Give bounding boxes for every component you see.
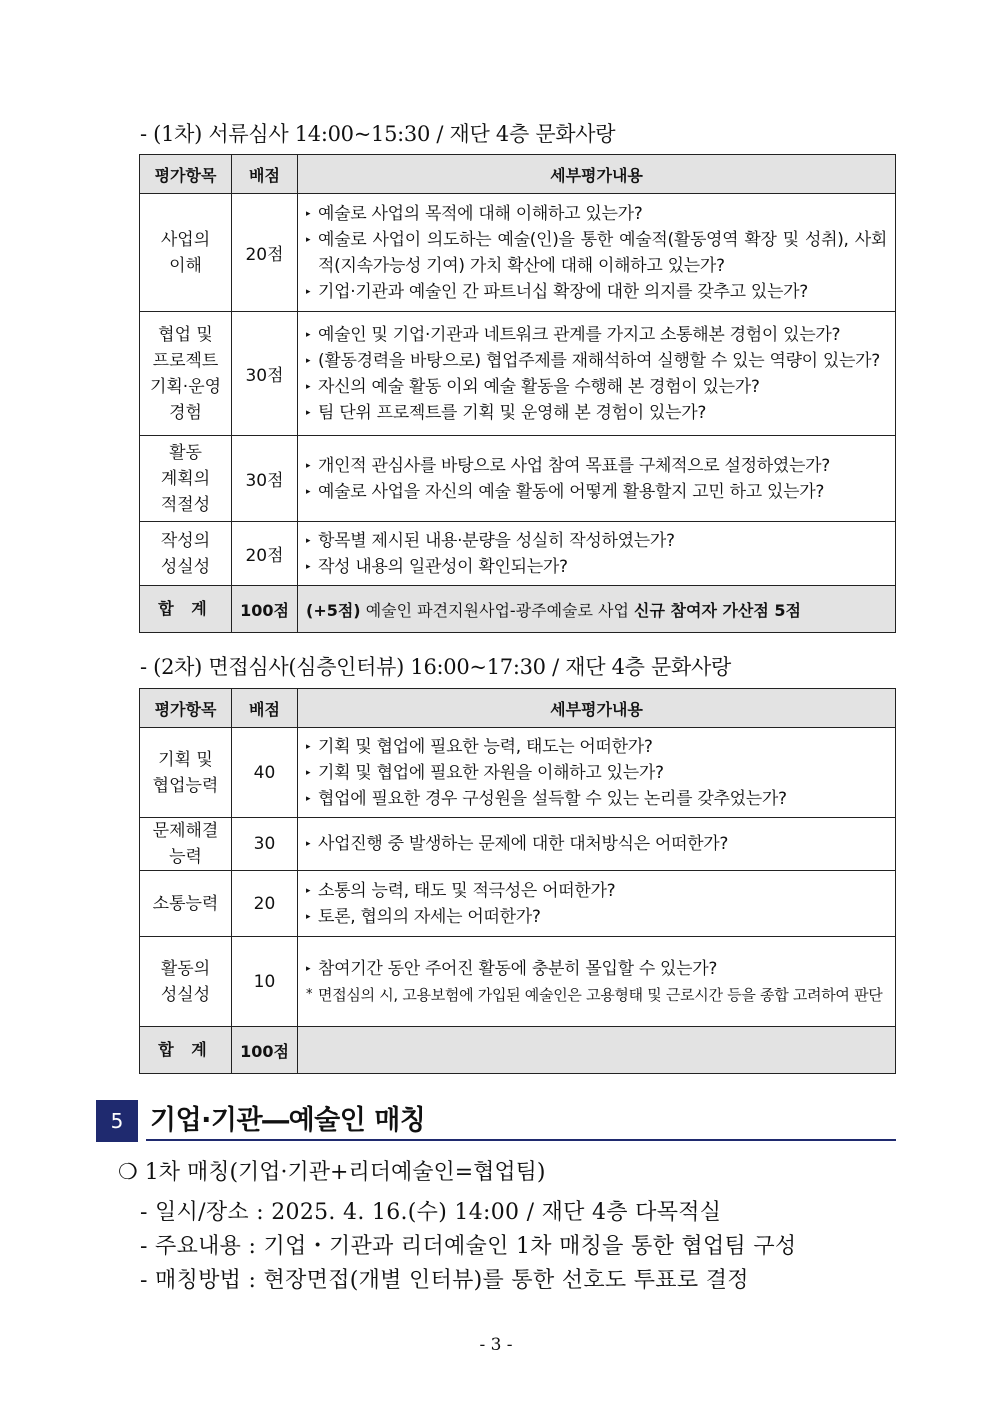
criterion bbox=[306, 374, 887, 400]
bonus-highlight: 신규 참여자 가산점 5점 bbox=[634, 600, 801, 620]
triangle-bullet-icon: ▸ bbox=[306, 486, 311, 497]
criterion-text: 토론, 협의의 자세는 어떠한가? bbox=[318, 906, 541, 927]
table-row bbox=[140, 436, 896, 522]
criterion bbox=[306, 322, 887, 348]
criterion bbox=[306, 279, 887, 305]
triangle-bullet-icon: ▸ bbox=[306, 381, 311, 392]
column-header: 평가항목 bbox=[140, 155, 232, 194]
table-header-row bbox=[140, 689, 896, 728]
bonus-points: (+5점) bbox=[306, 600, 361, 620]
evaluation-score: 10 bbox=[232, 937, 298, 1027]
table-row bbox=[140, 871, 896, 937]
criterion-text: 소통의 능력, 태도 및 적극성은 어떠한가? bbox=[318, 880, 616, 901]
round1-table bbox=[139, 154, 896, 633]
criterion-text: 참여기간 동안 주어진 활동에 충분히 몰입할 수 있는가? bbox=[318, 958, 718, 979]
total-score: 100점 bbox=[232, 586, 298, 633]
triangle-bullet-icon: ▸ bbox=[306, 355, 311, 366]
note-text: 면접심의 시, 고용보험에 가입된 예술인은 고용형태 및 근로시간 등을 종합 고려하여 판단 bbox=[318, 985, 883, 1004]
evaluation-detail bbox=[298, 871, 896, 937]
matching-line-content: - 주요내용 : 기업・기관과 리더예술인 1차 매칭을 통한 협업팀 구성 bbox=[140, 1234, 797, 1259]
evaluation-score: 20점 bbox=[232, 522, 298, 586]
table-row bbox=[140, 937, 896, 1027]
evaluation-detail bbox=[298, 436, 896, 522]
evaluation-detail bbox=[298, 194, 896, 312]
column-header: 배점 bbox=[232, 689, 298, 728]
criterion bbox=[306, 400, 887, 426]
total-row bbox=[140, 586, 896, 633]
evaluation-item: 활동의 성실성 bbox=[140, 937, 232, 1027]
column-header: 평가항목 bbox=[140, 689, 232, 728]
criterion bbox=[306, 453, 887, 479]
criterion bbox=[306, 786, 887, 812]
total-row bbox=[140, 1027, 896, 1074]
total-label: 합 계 bbox=[140, 586, 232, 633]
criterion bbox=[306, 227, 887, 279]
triangle-bullet-icon: ▸ bbox=[306, 286, 311, 297]
column-header: 세부평가내용 bbox=[298, 689, 896, 728]
criterion-text: 자신의 예술 활동 이외 예술 활동을 수행해 본 경험이 있는가? bbox=[318, 376, 760, 397]
total-score: 100점 bbox=[232, 1027, 298, 1074]
criterion-text: 기획 및 협업에 필요한 능력, 태도는 어떠한가? bbox=[318, 736, 653, 757]
criterion bbox=[306, 479, 887, 505]
triangle-bullet-icon: ▸ bbox=[306, 793, 311, 804]
section-number-badge: 5 bbox=[96, 1100, 138, 1142]
criterion bbox=[306, 904, 887, 930]
round2-table bbox=[139, 688, 896, 1074]
evaluation-item: 활동 계획의 적절성 bbox=[140, 436, 232, 522]
criterion bbox=[306, 201, 887, 227]
evaluation-item: 기획 및 협업능력 bbox=[140, 728, 232, 818]
triangle-bullet-icon: ▸ bbox=[306, 885, 311, 896]
matching-line-method: - 매칭방법 : 현장면접(개별 인터뷰)를 통한 선호도 투표로 결정 bbox=[140, 1268, 749, 1293]
criterion bbox=[306, 734, 887, 760]
criterion-text: 예술로 사업이 의도하는 예술(인)을 통한 예술적(활동영역 확장 및 성취), 사회적(지속가능성 기여) 가치 확산에 대해 이해하고 있는가? bbox=[318, 229, 887, 276]
evaluation-item: 사업의 이해 bbox=[140, 194, 232, 312]
evaluation-score: 30점 bbox=[232, 436, 298, 522]
triangle-bullet-icon: ▸ bbox=[306, 407, 311, 418]
matching-bullet: ❍ 1차 매칭(기업·기관+리더예술인=협업팀) bbox=[118, 1160, 546, 1185]
total-note bbox=[298, 586, 896, 633]
evaluation-item: 문제해결 능력 bbox=[140, 818, 232, 871]
criterion bbox=[306, 956, 887, 982]
triangle-bullet-icon: ▸ bbox=[306, 911, 311, 922]
asterisk-icon: * bbox=[306, 986, 313, 1002]
evaluation-item: 작성의 성실성 bbox=[140, 522, 232, 586]
triangle-bullet-icon: ▸ bbox=[306, 741, 311, 752]
criterion-text: 협업에 필요한 경우 구성원을 설득할 수 있는 논리를 갖추었는가? bbox=[318, 788, 787, 809]
page-number: - 3 - bbox=[479, 1335, 513, 1355]
section-divider bbox=[146, 1139, 896, 1141]
triangle-bullet-icon: ▸ bbox=[306, 208, 311, 219]
criterion-text: 기업·기관과 예술인 간 파트너십 확장에 대한 의지를 갖추고 있는가? bbox=[318, 281, 808, 302]
triangle-bullet-icon: ▸ bbox=[306, 561, 311, 572]
triangle-bullet-icon: ▸ bbox=[306, 535, 311, 546]
criterion-text: 개인적 관심사를 바탕으로 사업 참여 목표를 구체적으로 설정하였는가? bbox=[318, 455, 830, 476]
criterion-text: 작성 내용의 일관성이 확인되는가? bbox=[318, 556, 568, 577]
evaluation-detail bbox=[298, 728, 896, 818]
section-title: 기업·기관―예술인 매칭 bbox=[150, 1105, 426, 1136]
triangle-bullet-icon: ▸ bbox=[306, 234, 311, 245]
total-label: 합 계 bbox=[140, 1027, 232, 1074]
table-row bbox=[140, 818, 896, 871]
table-row bbox=[140, 194, 896, 312]
evaluation-score: 40 bbox=[232, 728, 298, 818]
criterion-note bbox=[306, 982, 887, 1008]
triangle-bullet-icon: ▸ bbox=[306, 329, 311, 340]
criterion-text: 사업진행 중 발생하는 문제에 대한 대처방식은 어떠한가? bbox=[318, 834, 729, 854]
criterion-text: (활동경력을 바탕으로) 협업주제를 재해석하여 실행할 수 있는 역량이 있는가? bbox=[318, 350, 880, 371]
criterion-text: 팀 단위 프로젝트를 기획 및 운영해 본 경험이 있는가? bbox=[318, 402, 707, 423]
bonus-description: 예술인 파견지원사업-광주예술로 사업 bbox=[360, 600, 635, 620]
criterion-text: 예술로 사업의 목적에 대해 이해하고 있는가? bbox=[318, 203, 643, 224]
round1-heading: - (1차) 서류심사 14:00~15:30 / 재단 4층 문화사랑 bbox=[140, 122, 616, 146]
evaluation-item: 협업 및 프로젝트 기획·운영 경험 bbox=[140, 312, 232, 436]
criterion bbox=[306, 831, 887, 857]
evaluation-detail bbox=[298, 522, 896, 586]
criterion-text: 기획 및 협업에 필요한 자원을 이해하고 있는가? bbox=[318, 762, 664, 783]
evaluation-score: 20 bbox=[232, 871, 298, 937]
evaluation-item: 소통능력 bbox=[140, 871, 232, 937]
triangle-bullet-icon: ▸ bbox=[306, 839, 311, 849]
round2-heading: - (2차) 면접심사(심층인터뷰) 16:00~17:30 / 재단 4층 문화사랑 bbox=[140, 655, 731, 679]
criterion bbox=[306, 760, 887, 786]
evaluation-score: 30점 bbox=[232, 312, 298, 436]
evaluation-detail bbox=[298, 937, 896, 1027]
matching-line-schedule: - 일시/장소 : 2025. 4. 16.(수) 14:00 / 재단 4층 다목적실 bbox=[140, 1200, 722, 1225]
triangle-bullet-icon: ▸ bbox=[306, 767, 311, 778]
triangle-bullet-icon: ▸ bbox=[306, 963, 311, 974]
table-row bbox=[140, 728, 896, 818]
table-row bbox=[140, 522, 896, 586]
triangle-bullet-icon: ▸ bbox=[306, 460, 311, 471]
criterion bbox=[306, 348, 887, 374]
criterion bbox=[306, 554, 887, 580]
criterion-text: 예술인 및 기업·기관과 네트워크 관계를 가지고 소통해본 경험이 있는가? bbox=[318, 324, 841, 345]
column-header: 세부평가내용 bbox=[298, 155, 896, 194]
column-header: 배점 bbox=[232, 155, 298, 194]
total-note bbox=[298, 1027, 896, 1074]
criterion-text: 항목별 제시된 내용·분량을 성실히 작성하였는가? bbox=[318, 530, 675, 551]
criterion-text: 예술로 사업을 자신의 예술 활동에 어떻게 활용할지 고민 하고 있는가? bbox=[318, 481, 825, 502]
evaluation-score: 30 bbox=[232, 818, 298, 871]
evaluation-detail bbox=[298, 818, 896, 871]
table-header-row bbox=[140, 155, 896, 194]
evaluation-detail bbox=[298, 312, 896, 436]
criterion bbox=[306, 878, 887, 904]
criterion bbox=[306, 528, 887, 554]
table-row bbox=[140, 312, 896, 436]
evaluation-score: 20점 bbox=[232, 194, 298, 312]
